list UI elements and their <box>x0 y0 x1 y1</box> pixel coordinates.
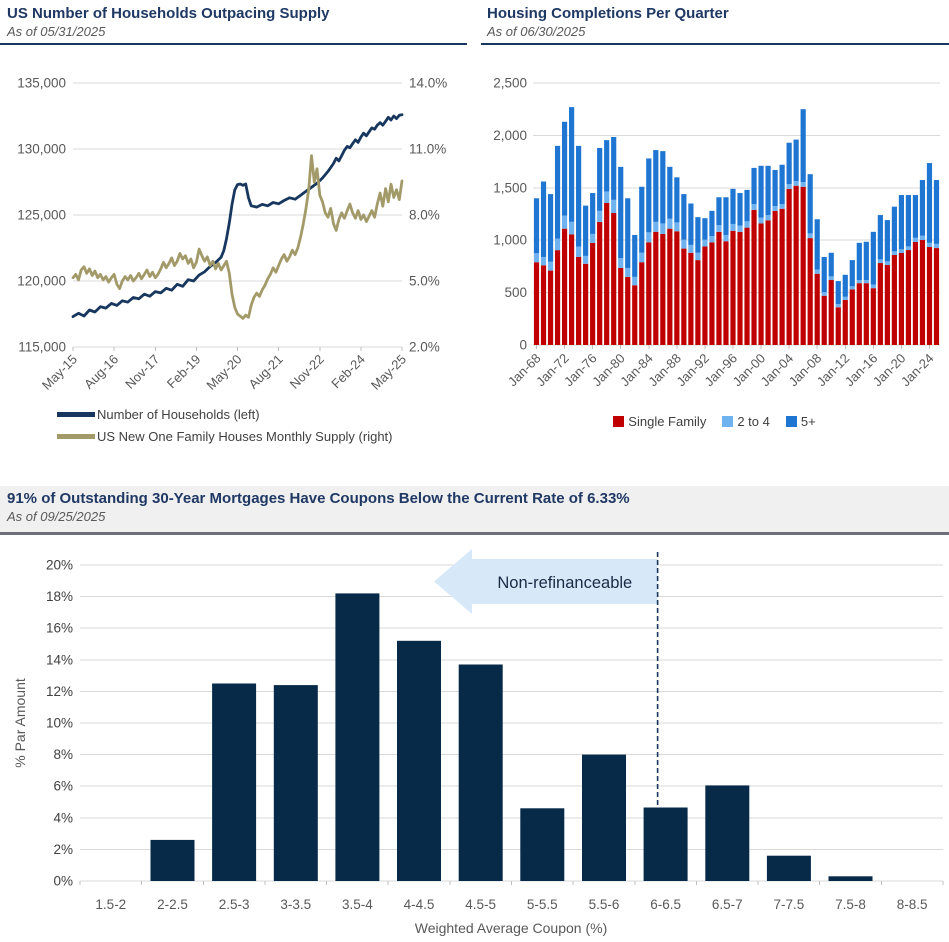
completions-bar-seg <box>604 191 609 203</box>
supply-line-swatch <box>57 434 95 439</box>
completions-bar-seg <box>702 240 707 247</box>
completions-bar-seg <box>737 226 742 232</box>
svg-text:4%: 4% <box>53 810 73 826</box>
completions-bar-seg <box>815 274 820 345</box>
completions-bar-seg <box>618 258 623 268</box>
completions-bar-seg <box>899 195 904 249</box>
svg-text:May-15: May-15 <box>38 351 81 393</box>
svg-text:2,000: 2,000 <box>493 127 527 143</box>
coupon-bar <box>520 808 564 881</box>
completions-bar-seg <box>920 240 925 345</box>
completions-bar-seg <box>583 264 588 345</box>
completions-bar-seg <box>653 150 658 222</box>
svg-text:Jan-12: Jan-12 <box>813 350 853 390</box>
completions-bar-seg <box>934 248 939 345</box>
completions-bar-seg <box>787 189 792 345</box>
svg-text:0%: 0% <box>53 873 73 889</box>
completions-bar-seg <box>702 218 707 239</box>
completions-bar-seg <box>899 249 904 253</box>
completions-bar-seg <box>576 246 581 256</box>
housing-completions-stacked-bar-chart <box>480 46 949 460</box>
completions-bar-seg <box>625 198 630 268</box>
svg-text:Jan-08: Jan-08 <box>785 350 825 390</box>
completions-bar-seg <box>569 107 574 222</box>
completions-bar-seg <box>583 256 588 264</box>
completions-bar-seg <box>688 204 693 245</box>
completions-bar-seg <box>723 235 728 241</box>
svg-text:Jan-88: Jan-88 <box>645 350 684 390</box>
completions-bar-seg <box>765 215 770 220</box>
completions-bar-seg <box>590 234 595 243</box>
coupon-bar <box>767 856 811 881</box>
svg-text:120,000: 120,000 <box>17 273 66 289</box>
completions-bar-seg <box>892 207 897 252</box>
completions-bar-seg <box>920 180 925 236</box>
completions-bar-seg <box>808 233 813 238</box>
completions-bar-seg <box>878 259 883 263</box>
completions-title: Housing Completions Per Quarter <box>487 5 729 22</box>
completions-bar-seg <box>611 137 616 200</box>
completions-bar-seg <box>646 158 651 232</box>
completions-bar-seg <box>590 193 595 234</box>
coupon-bar <box>829 876 873 881</box>
completions-bar-seg <box>646 242 651 345</box>
completions-bar-seg <box>751 168 756 204</box>
completions-bar-seg <box>836 307 841 345</box>
completions-bar-seg <box>822 292 827 296</box>
completions-bar-seg <box>569 234 574 345</box>
completions-bar-seg <box>780 209 785 345</box>
completions-bar-seg <box>815 270 820 274</box>
svg-text:10%: 10% <box>45 715 73 731</box>
completions-bar-seg <box>773 170 778 206</box>
completions-bar-seg <box>780 204 785 209</box>
completions-bar-seg <box>829 253 834 277</box>
completions-bar-seg <box>843 275 848 297</box>
completions-as-of: As of 06/30/2025 <box>487 24 586 39</box>
completions-bar-seg <box>801 182 806 187</box>
completions-bar-seg <box>576 146 581 247</box>
coupons-title: 91% of Outstanding 30-Year Mortgages Have Coupons Below the Current Rate of 6.33% <box>7 490 630 507</box>
completions-bar-seg <box>674 222 679 231</box>
svg-text:20%: 20% <box>45 557 73 573</box>
coupons-y-axis-title: % Par Amount <box>12 678 28 768</box>
completions-bar-seg <box>541 265 546 345</box>
completions-bar-seg <box>787 143 792 184</box>
svg-text:12%: 12% <box>45 683 73 699</box>
two-to-four-swatch <box>722 416 733 427</box>
svg-text:2.5-3: 2.5-3 <box>218 897 250 912</box>
completions-bar-seg <box>695 253 700 260</box>
completions-bar-seg <box>906 250 911 345</box>
completions-bar-seg <box>829 280 834 345</box>
svg-text:11.0%: 11.0% <box>409 141 447 157</box>
coupon-distribution-bar-chart <box>0 540 949 942</box>
completions-bar-seg <box>562 122 567 216</box>
completions-bar-seg <box>737 193 742 225</box>
completions-bar-seg <box>632 285 637 345</box>
svg-text:2.0%: 2.0% <box>409 339 440 355</box>
completions-bar-seg <box>829 276 834 280</box>
completions-bar-seg <box>794 181 799 186</box>
households-supply-line-chart <box>0 46 475 460</box>
svg-text:3-3.5: 3-3.5 <box>280 897 312 912</box>
completions-bar-seg <box>871 232 876 285</box>
completions-bar-seg <box>548 271 553 345</box>
completions-bar-seg <box>871 285 876 289</box>
svg-text:Jan-96: Jan-96 <box>701 350 741 390</box>
svg-text:5-5.5: 5-5.5 <box>526 897 558 912</box>
completions-bar-seg <box>906 246 911 250</box>
completions-bar-seg <box>843 300 848 345</box>
completions-bar-seg <box>857 283 862 345</box>
coupon-bar <box>151 840 195 881</box>
completions-bar-seg <box>674 231 679 345</box>
completions-bar-seg <box>906 195 911 246</box>
completions-bar-seg <box>737 232 742 345</box>
completions-bar-seg <box>758 218 763 224</box>
svg-text:8%: 8% <box>53 747 73 763</box>
completions-bar-seg <box>534 198 539 253</box>
completions-bar-seg <box>730 231 735 345</box>
completions-bar-seg <box>822 296 827 345</box>
legend-item-households <box>57 407 260 422</box>
completions-bar-seg <box>632 235 637 277</box>
completions-bar-seg <box>681 249 686 345</box>
svg-text:18%: 18% <box>45 589 73 605</box>
coupon-bar <box>644 808 688 882</box>
svg-text:6.5-7: 6.5-7 <box>711 897 743 912</box>
svg-text:Jan-80: Jan-80 <box>589 350 628 390</box>
completions-bar-seg <box>927 247 932 345</box>
completions-bar-seg <box>716 225 721 232</box>
single-family-legend-label: Single Family <box>628 414 707 429</box>
two-to-four-legend-label: 2 to 4 <box>737 414 770 429</box>
completions-bar-seg <box>653 232 658 345</box>
completions-bar-seg <box>590 243 595 345</box>
completions-bar-seg <box>716 232 721 345</box>
completions-bar-seg <box>843 297 848 300</box>
completions-bar-seg <box>765 220 770 345</box>
completions-bar-seg <box>850 286 855 289</box>
svg-text:Jan-16: Jan-16 <box>841 350 881 390</box>
coupon-bar <box>582 755 626 881</box>
svg-text:125,000: 125,000 <box>17 207 66 223</box>
completions-bar-seg <box>850 260 855 286</box>
svg-text:135,000: 135,000 <box>17 75 66 91</box>
svg-text:Weighted Average Coupon (%): Weighted Average Coupon (%) <box>414 920 608 936</box>
completions-bar-seg <box>801 187 806 345</box>
svg-text:5.0%: 5.0% <box>409 273 440 289</box>
svg-text:14.0%: 14.0% <box>409 75 448 91</box>
completions-bar-seg <box>660 223 665 233</box>
completions-bar-seg <box>653 222 658 232</box>
svg-text:May-20: May-20 <box>203 351 245 393</box>
coupon-bar <box>397 641 441 881</box>
households-as-of: As of 05/31/2025 <box>7 24 106 39</box>
completions-bar-seg <box>850 289 855 345</box>
completions-bar-seg <box>723 241 728 345</box>
completions-bar-seg <box>625 277 630 345</box>
completions-bar-seg <box>639 187 644 253</box>
completions-bar-seg <box>674 177 679 222</box>
svg-text:1.5-2: 1.5-2 <box>95 897 127 912</box>
completions-bar-seg <box>864 242 869 280</box>
completions-bar-seg <box>660 151 665 223</box>
svg-text:Jan-76: Jan-76 <box>561 350 600 390</box>
households-legend-label: Number of Households (left) <box>97 407 260 422</box>
svg-text:16%: 16% <box>45 620 73 636</box>
completions-bar-seg <box>709 236 714 242</box>
svg-text:5.5-6: 5.5-6 <box>588 897 620 912</box>
coupons-as-of: As of 09/25/2025 <box>7 509 106 524</box>
svg-text:7-7.5: 7-7.5 <box>773 897 805 912</box>
completions-bar-seg <box>625 268 630 277</box>
completions-bar-seg <box>885 265 890 345</box>
completions-bar-seg <box>730 189 735 224</box>
completions-title-rule <box>481 43 949 45</box>
legend-item-5plus <box>786 414 816 429</box>
supply-legend-label: US New One Family Houses Monthly Supply (right) <box>97 429 393 444</box>
single-family-swatch <box>613 416 624 427</box>
completions-bar-seg <box>780 165 785 204</box>
completions-bar-seg <box>646 232 651 242</box>
households-line-swatch <box>57 412 95 417</box>
completions-bar-seg <box>534 253 539 262</box>
svg-text:Aug-21: Aug-21 <box>245 351 286 392</box>
svg-text:Aug-16: Aug-16 <box>80 351 122 392</box>
completions-bar-seg <box>927 243 932 247</box>
legend-item-2to4 <box>722 414 770 429</box>
completions-bar-seg <box>751 204 756 210</box>
coupon-bar <box>459 665 503 882</box>
completions-bar-seg <box>660 234 665 345</box>
completions-bar-seg <box>794 140 799 181</box>
completions-bar-seg <box>583 206 588 256</box>
svg-text:14%: 14% <box>45 652 73 668</box>
svg-text:500: 500 <box>504 285 527 301</box>
svg-text:Jan-92: Jan-92 <box>673 350 713 390</box>
svg-text:3.5-4: 3.5-4 <box>342 897 373 912</box>
completions-bar-seg <box>688 245 693 253</box>
completions-bar-seg <box>639 262 644 345</box>
svg-text:Jan-24: Jan-24 <box>897 350 937 390</box>
completions-bar-seg <box>548 194 553 262</box>
completions-bar-seg <box>562 229 567 345</box>
completions-bar-seg <box>597 222 602 345</box>
completions-bar-seg <box>639 253 644 262</box>
completions-bar-seg <box>934 180 939 244</box>
svg-text:1,000: 1,000 <box>493 232 527 248</box>
completions-bar-seg <box>597 211 602 222</box>
svg-text:6-6.5: 6-6.5 <box>650 897 681 912</box>
completions-bar-seg <box>836 281 841 304</box>
completions-bar-seg <box>681 240 686 249</box>
completions-bar-seg <box>723 197 728 235</box>
completions-bar-seg <box>808 174 813 233</box>
completions-bar-seg <box>667 219 672 229</box>
completions-bar-seg <box>744 221 749 227</box>
coupon-bar <box>335 593 379 881</box>
completions-bar-seg <box>787 184 792 189</box>
completions-bar-seg <box>562 216 567 229</box>
completions-bar-seg <box>758 223 763 345</box>
completions-bar-seg <box>808 238 813 345</box>
completions-bar-seg <box>934 244 939 248</box>
page-title: US Number of Households Outpacing Supply <box>7 5 330 22</box>
completions-bar-seg <box>920 236 925 240</box>
svg-text:Jan-68: Jan-68 <box>504 350 544 390</box>
svg-text:Nov-17: Nov-17 <box>122 351 163 392</box>
completions-bar-seg <box>913 242 918 345</box>
svg-text:Jan-04: Jan-04 <box>757 350 797 390</box>
completions-bar-seg <box>857 243 862 280</box>
completions-bar-seg <box>632 277 637 285</box>
completions-bar-seg <box>836 304 841 307</box>
completions-bar-seg <box>604 203 609 345</box>
legend-item-supply <box>57 429 393 444</box>
completions-bar-seg <box>871 288 876 345</box>
completions-plot <box>493 76 940 390</box>
households-plot <box>17 76 447 393</box>
completions-bar-seg <box>555 146 560 239</box>
svg-text:2,500: 2,500 <box>493 75 527 91</box>
completions-bar-seg <box>709 211 714 236</box>
svg-text:May-25: May-25 <box>367 351 410 393</box>
completions-bar-seg <box>541 257 546 265</box>
completions-bar-seg <box>611 213 616 345</box>
completions-bar-seg <box>913 238 918 242</box>
completions-bar-seg <box>765 166 770 215</box>
coupon-bar <box>705 785 749 881</box>
svg-text:1,500: 1,500 <box>493 180 527 196</box>
completions-bar-seg <box>667 167 672 219</box>
svg-text:4-4.5: 4-4.5 <box>403 897 435 912</box>
completions-bar-seg <box>604 140 609 191</box>
completions-bar-seg <box>878 215 883 259</box>
svg-text:6%: 6% <box>53 778 73 794</box>
non-refinanceable-label: Non-refinanceable <box>497 574 633 592</box>
completions-bar-seg <box>751 210 756 345</box>
completions-bar-seg <box>541 182 546 257</box>
completions-bar-seg <box>913 195 918 238</box>
completions-bar-seg <box>667 229 672 345</box>
svg-text:Jan-20: Jan-20 <box>869 350 909 390</box>
svg-text:Feb-19: Feb-19 <box>163 351 204 392</box>
svg-text:130,000: 130,000 <box>17 141 66 157</box>
svg-text:Jan-84: Jan-84 <box>617 350 656 390</box>
coupon-bar <box>212 684 256 882</box>
completions-bar-seg <box>569 222 574 235</box>
completions-bar-seg <box>822 257 827 292</box>
five-plus-legend-label: 5+ <box>800 414 816 429</box>
completions-bar-seg <box>773 206 778 211</box>
svg-text:Feb-24: Feb-24 <box>328 351 368 392</box>
completions-bar-seg <box>794 186 799 345</box>
completions-bar-seg <box>618 167 623 258</box>
svg-text:Jan-00: Jan-00 <box>729 350 769 390</box>
completions-bar-seg <box>534 262 539 345</box>
completions-bar-seg <box>688 253 693 345</box>
completions-bar-seg <box>716 197 721 225</box>
completions-bar-seg <box>744 190 749 221</box>
completions-bar-seg <box>864 280 869 283</box>
supply-line <box>73 156 402 319</box>
completions-bar-seg <box>864 283 869 345</box>
coupon-bar <box>274 685 318 881</box>
households-title-rule <box>0 43 467 45</box>
completions-bar-seg <box>857 280 862 283</box>
completions-bar-seg <box>758 166 763 218</box>
completions-bar-seg <box>927 163 932 243</box>
completions-bar-seg <box>702 246 707 345</box>
completions-bar-seg <box>555 239 560 251</box>
completions-bar-seg <box>885 261 890 265</box>
svg-text:8.0%: 8.0% <box>409 207 440 223</box>
completions-bar-seg <box>878 263 883 345</box>
five-plus-swatch <box>786 416 797 427</box>
completions-bar-seg <box>892 255 897 345</box>
completions-bar-seg <box>730 224 735 231</box>
svg-text:2%: 2% <box>53 841 73 857</box>
completions-bar-seg <box>885 220 890 261</box>
completions-legend <box>480 414 949 429</box>
svg-text:4.5-5: 4.5-5 <box>465 897 497 912</box>
completions-bar-seg <box>744 228 749 345</box>
completions-bar-seg <box>548 262 553 271</box>
completions-bar-seg <box>618 268 623 345</box>
completions-bar-seg <box>899 253 904 345</box>
svg-text:115,000: 115,000 <box>18 339 66 355</box>
svg-text:8-8.5: 8-8.5 <box>896 897 928 912</box>
completions-bar-seg <box>801 109 806 182</box>
legend-item-single-family <box>613 414 706 429</box>
svg-text:0: 0 <box>519 337 527 353</box>
completions-bar-seg <box>576 257 581 345</box>
svg-text:7.5-8: 7.5-8 <box>835 897 866 912</box>
svg-text:Jan-72: Jan-72 <box>532 350 572 390</box>
completions-bar-seg <box>681 194 686 240</box>
completions-bar-seg <box>773 211 778 345</box>
completions-bar-seg <box>815 219 820 269</box>
coupons-plot <box>12 549 943 936</box>
completions-bar-seg <box>597 148 602 211</box>
completions-bar-seg <box>695 217 700 253</box>
completions-bar-seg <box>709 242 714 345</box>
svg-text:2-2.5: 2-2.5 <box>157 897 188 912</box>
completions-bar-seg <box>892 251 897 255</box>
coupons-section-header <box>0 486 949 535</box>
completions-bar-seg <box>695 260 700 345</box>
completions-bar-seg <box>555 250 560 345</box>
completions-bar-seg <box>611 200 616 213</box>
svg-text:Nov-22: Nov-22 <box>286 351 327 392</box>
